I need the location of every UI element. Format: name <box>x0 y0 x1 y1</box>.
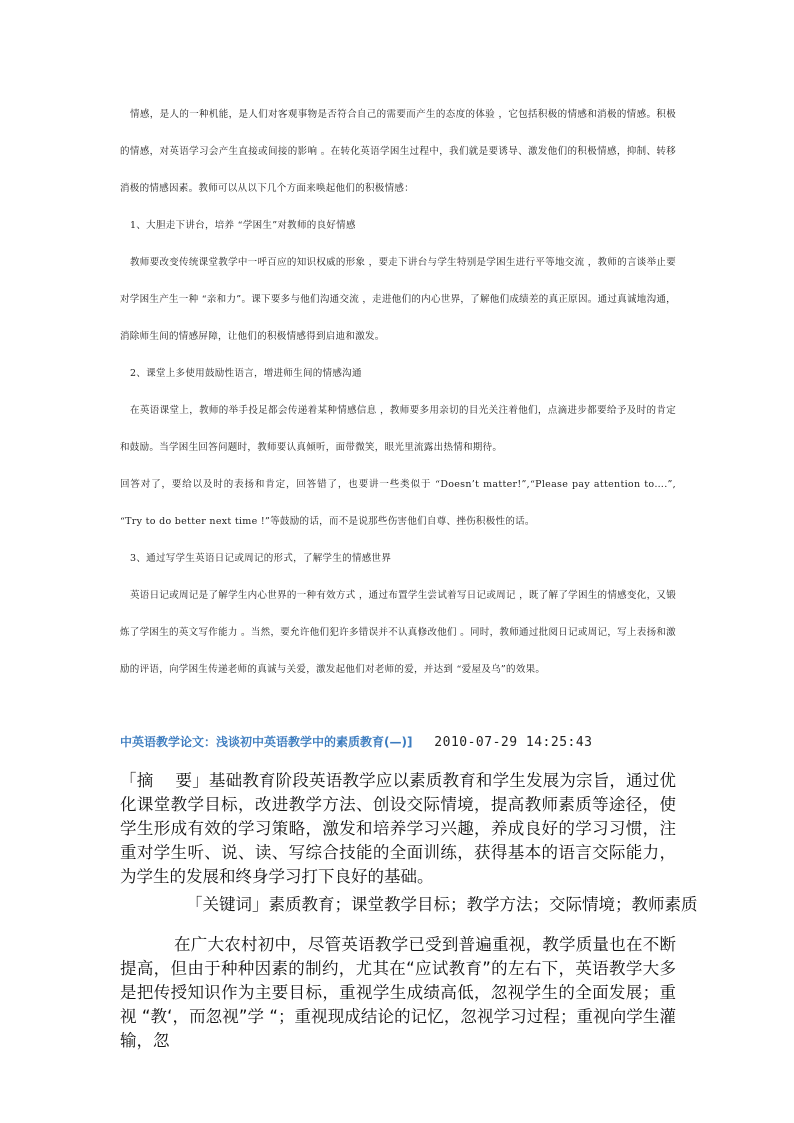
body-text: 在广大农村初中，尽管英语教学已受到普遍重视，教学质量也在不断提高，但由于种种因素的制约，尤其在“应试教育”的左右下，英语教学大多是把传授知识作为主要目标，重视学生成绩高低，忽视学生的全面发展；重视 “教‘，而忽视”学 “；重视现成结论的记忆，忽视学习过程；重视向学生灌输，忽 <box>120 935 676 1050</box>
article-title-line <box>120 733 680 755</box>
heading-1: 1、大胆走下讲台，培养 “学困生”对教师的良好情感 <box>130 220 356 231</box>
abstract-text: 「摘 要」基础教育阶段英语教学应以素质教育和学生发展为宗旨，通过优化课堂教学目标，改进教学方法、创设交际情境，提高教师素质等途径，使学生形成有效的学习策略，激发和培养学习兴趣，养成良好的学习习惯，注重对学生听、说、读、写综合技能的全面训练，获得基本的语言交际能力，为学生的发展和终身学习打下良好的基础。 <box>120 771 676 886</box>
heading-2: 2、课堂上多使用鼓励性语言，增进师生间的情感沟通 <box>130 368 362 379</box>
body-paragraph <box>120 933 676 1053</box>
abstract-paragraph <box>120 769 676 889</box>
article-datetime: 2010-07-29 14:25:43 <box>434 735 593 750</box>
heading-3: 3、通过写学生英语日记或周记的形式，了解学生的情感世界 <box>130 553 392 564</box>
keywords-line: 「关键词」素质教育；课堂教学目标；教学方法；交际情境；教师素质 <box>186 895 698 914</box>
paragraph-4: 回答对了，要给以及时的表扬和肯定，回答错了，也要讲一些类似于 “Doesn’t matter!”,“Please pay attention to….”, “Try to do better next time !”等鼓励的话，而不是说那些伤害他们自尊、挫伤积极性的话。 <box>120 479 676 527</box>
paragraph-3: 在英语课堂上，教师的举手投足都会传递着某种情感信息 ，教师要多用亲切的目光关注着他们，点滴进步都要给予及时的肯定和鼓励。当学困生回答问题时，教师要认真倾听，面带微笑，眼光里流露出热情和期待。 <box>120 405 676 453</box>
paragraph-2: 教师要改变传统课堂教学中一呼百应的知识权威的形象 ，要走下讲台与学生特别是学困生进行平等地交流 ，教师的言谈举止要对学困生产生一种 “亲和力”。课下要多与他们沟通交流 ，走进他们的内心世界，了解他们成绩差的真正原因。通过真诚地沟通，消除师生间的情感屏障，让他们的积极情感得到启迪和激发。 <box>120 257 676 342</box>
paragraph-emotion-intro: 情感，是人的一种机能，是人们对客观事物是否符合自己的需要而产生的态度的体验 ，它包括积极的情感和消极的情感。积极的情感，对英语学习会产生直接或间接的影响 。在转化英语学困生过程中，我们就是要诱导、激发他们的积极情感，抑制、转移消极的情感因素。教师可以从以下几个方面来唤起他们的积极情感： <box>120 109 676 194</box>
article-title-link[interactable]: 中英语教学论文：浅谈初中英语教学中的素质教育(—)] <box>120 735 413 749</box>
section-upper <box>120 96 676 688</box>
paragraph-5: 英语日记或周记是了解学生内心世界的一种有效方式 ，通过布置学生尝试着写日记或周记 ，既了解了学困生的情感变化，又锻炼了学困生的英文写作能力 。当然，要允许他们犯许多错误并不认真修改他们 。同时，教师通过批阅日记或周记，写上表扬和激励的评语，向学困生传递老师的真诚与关爱，激发起他们对老师的爱，并达到 “爱屋及乌”的效果。 <box>120 590 676 675</box>
